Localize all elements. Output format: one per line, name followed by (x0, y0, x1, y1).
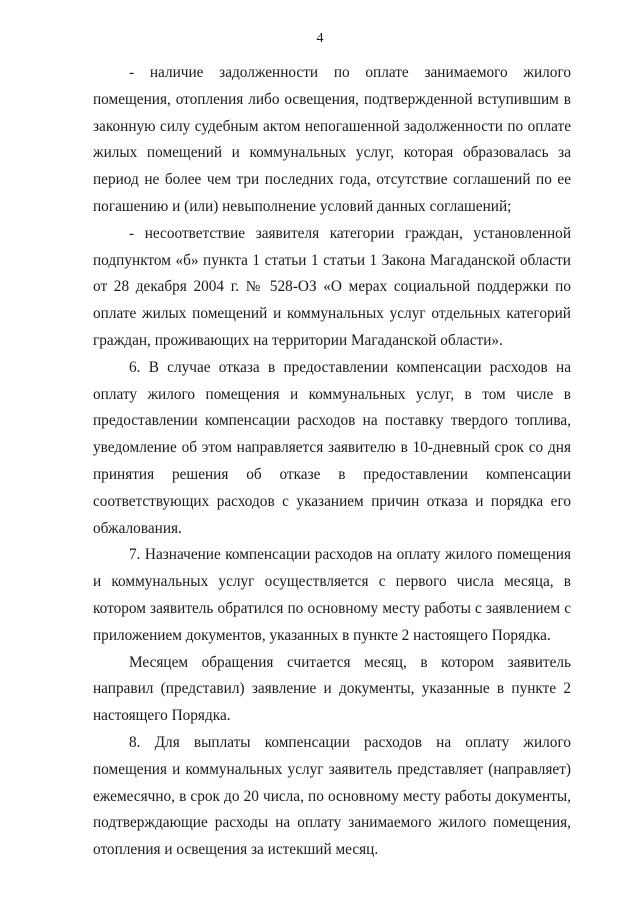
paragraph-month-of-application: Месяцем обращения считается месяц, в котором заявитель направил (представил) заявление и документы, указанные в пункте 2 настоящего Порядка. (93, 653, 571, 725)
page-number: 4 (316, 31, 324, 46)
paragraph-item-7: 7. Назначение компенсации расходов на оплату жилого помещения и коммунальных услуг осуществляется с первого числа месяца, в котором заявитель обратился по основному месту работы с заявлением с приложением документов, указанных в пункте 2 настоящего Порядка. (93, 546, 571, 644)
paragraph-debt-condition: - наличие задолженности по оплате занимаемого жилого помещения, отопления либо освещения, подтвержденной вступившим в законную силу судебным актом непогашенной задолженности по оплате жилых помещений и коммунальных услуг, которая образовалась за период не более чем три последних года, отсутствие соглашений по ее погашению и (или) невыполнение условий данных соглашений; (93, 64, 571, 215)
paragraph-category-mismatch: - несоответствие заявителя категории граждан, установленной подпунктом «б» пункта 1 статьи 1 статьи 1 Закона Магаданской области от 28 декабря 2004 г. № 528-ОЗ «О мерах социальной поддержки по оплате жилых помещений и коммунальных услуг отдельных категорий граждан, проживающих на территории Магаданской области». (93, 224, 571, 349)
paragraph-item-6: 6. В случае отказа в предоставлении компенсации расходов на оплату жилого помещения и коммунальных услуг, в том числе в предоставлении компенсации расходов на поставку твердого топлива, уведомление об этом направляется заявителю в 10-дневный срок со дня принятия решения об отказе в предоставлении компенсации соответствующих расходов с указанием причин отказа и порядка его обжалования. (93, 358, 571, 537)
document-body (93, 60, 571, 864)
paragraph-item-8: 8. Для выплаты компенсации расходов на оплату жилого помещения и коммунальных услуг заявитель представляет (направляет) ежемесячно, в срок до 20 числа, по основному месту работы документы, подтверждающие расходы на оплату занимаемого жилого помещения, отопления и освещения за истекший месяц. (93, 733, 571, 859)
